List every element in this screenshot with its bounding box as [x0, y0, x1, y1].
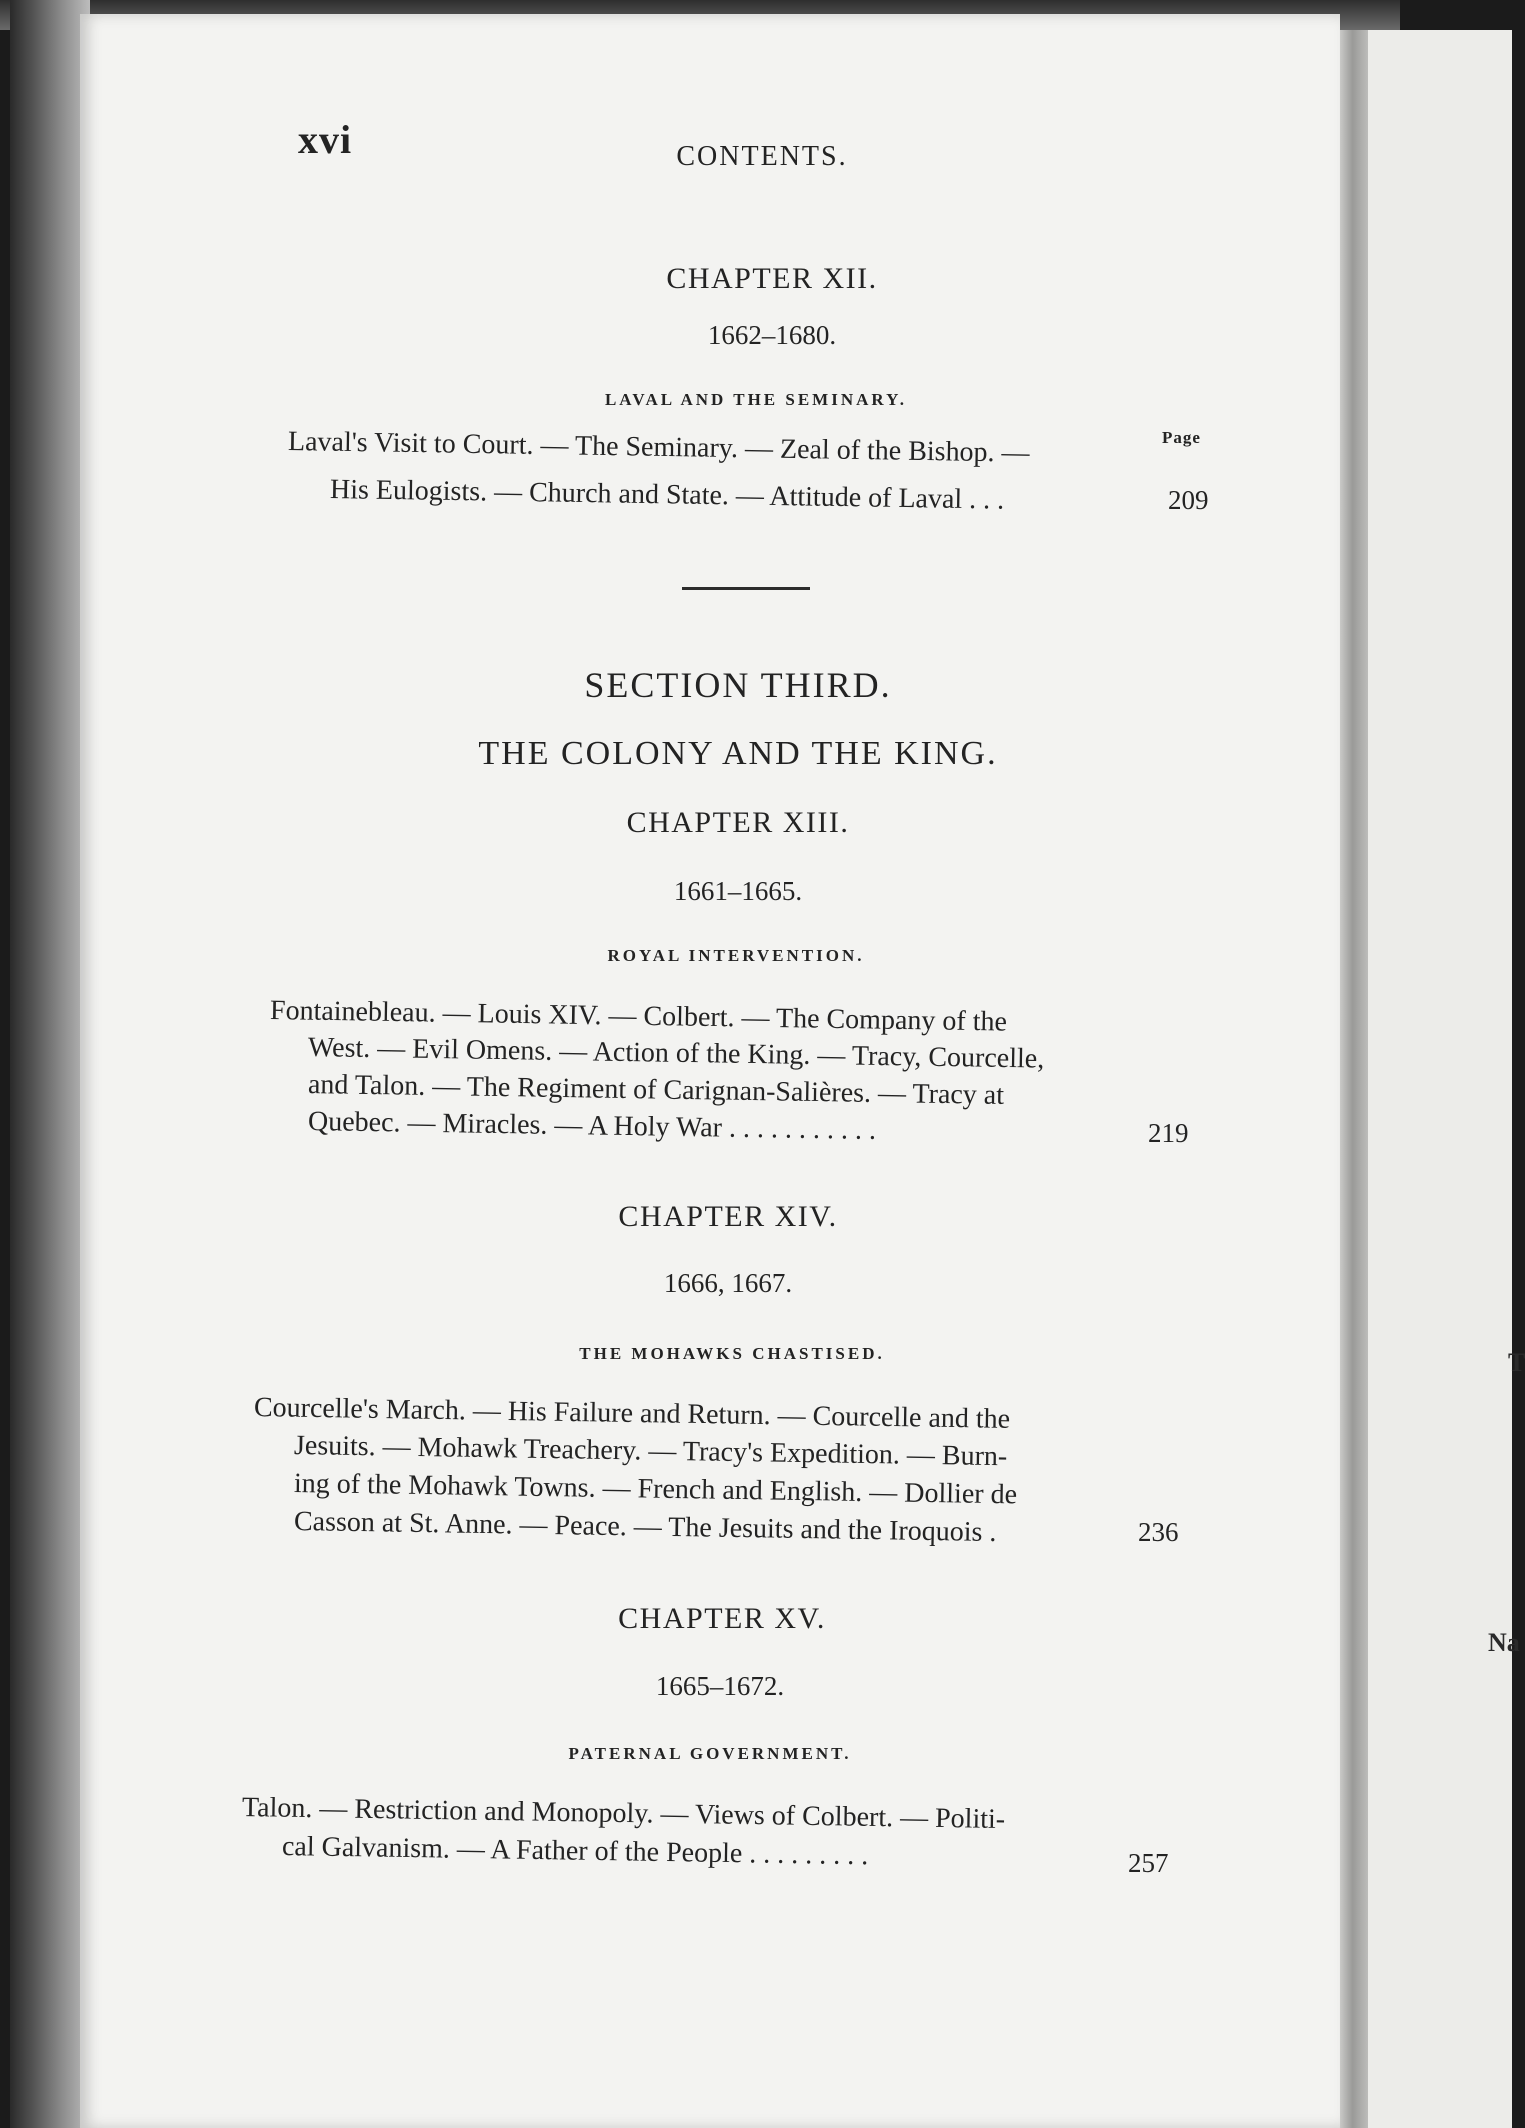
page-column-label: Page	[1162, 428, 1201, 447]
chapter-summary-line: ing of the Mohawk Towns. — French and English. — Dollier de	[293, 1468, 1018, 1511]
section-divider	[682, 587, 810, 590]
chapter-summary-line: Courcelle's March. — His Failure and Return. — Courcelle and the	[253, 1392, 1011, 1435]
chapter-summary-line: Fontainebleau. — Louis XIV. — Colbert. — The Company of the	[269, 995, 1008, 1038]
page-number: 219	[1148, 1118, 1189, 1148]
page-folio: xvi	[298, 117, 353, 162]
chapter-heading: CHAPTER XV.	[618, 1602, 826, 1635]
section-title: SECTION THIRD.	[584, 665, 892, 705]
chapter-heading: CHAPTER XIV.	[618, 1200, 838, 1233]
chapter-summary-line: Jesuits. — Mohawk Treachery. — Tracy's Expedition. — Burn-	[293, 1430, 1008, 1473]
chapter-dates: 1665–1672.	[655, 1671, 785, 1701]
chapter-subtitle: THE MOHAWKS CHASTISED.	[579, 1344, 885, 1363]
page-number: 257	[1128, 1848, 1169, 1878]
page-number: 209	[1168, 485, 1209, 515]
chapter-summary-line: Casson at St. Anne. — Peace. — The Jesuits and the Iroquois .	[293, 1506, 997, 1549]
chapter-dates: 1661–1665.	[673, 876, 803, 906]
running-head: CONTENTS.	[676, 141, 848, 172]
facing-page-fragment: Na	[1488, 1628, 1520, 1657]
page-number: 236	[1138, 1517, 1179, 1547]
chapter-summary-line: West. — Evil Omens. — Action of the King. — Tracy, Courcelle,	[307, 1032, 1045, 1075]
chapter-summary-line: Laval's Visit to Court. — The Seminary. — Zeal of the Bishop. —	[287, 426, 1030, 469]
facing-page-fragment: T	[1508, 1348, 1525, 1377]
chapter-summary-line: Talon. — Restriction and Monopoly. — Views of Colbert. — Politi-	[241, 1792, 1006, 1835]
chapter-summary-line: cal Galvanism. — A Father of the People . . . . . . . . .	[281, 1831, 869, 1872]
chapter-dates: 1666, 1667.	[663, 1268, 793, 1298]
chapter-dates: 1662–1680.	[707, 320, 837, 350]
chapter-heading: CHAPTER XII.	[666, 262, 878, 295]
chapter-summary-line: and Talon. — The Regiment of Carignan-Salières. — Tracy at	[307, 1069, 1005, 1111]
chapter-subtitle: LAVAL AND THE SEMINARY.	[604, 390, 908, 409]
chapter-summary-line: His Eulogists. — Church and State. — Attitude of Laval . . .	[329, 474, 1005, 516]
chapter-summary-line: Quebec. — Miracles. — A Holy War . . . . . . . . . . .	[307, 1106, 877, 1146]
chapter-subtitle: ROYAL INTERVENTION.	[607, 946, 865, 965]
section-subtitle: THE COLONY AND THE KING.	[478, 735, 998, 772]
chapter-subtitle: PATERNAL GOVERNMENT.	[568, 1744, 852, 1763]
chapter-heading: CHAPTER XIII.	[626, 806, 850, 839]
